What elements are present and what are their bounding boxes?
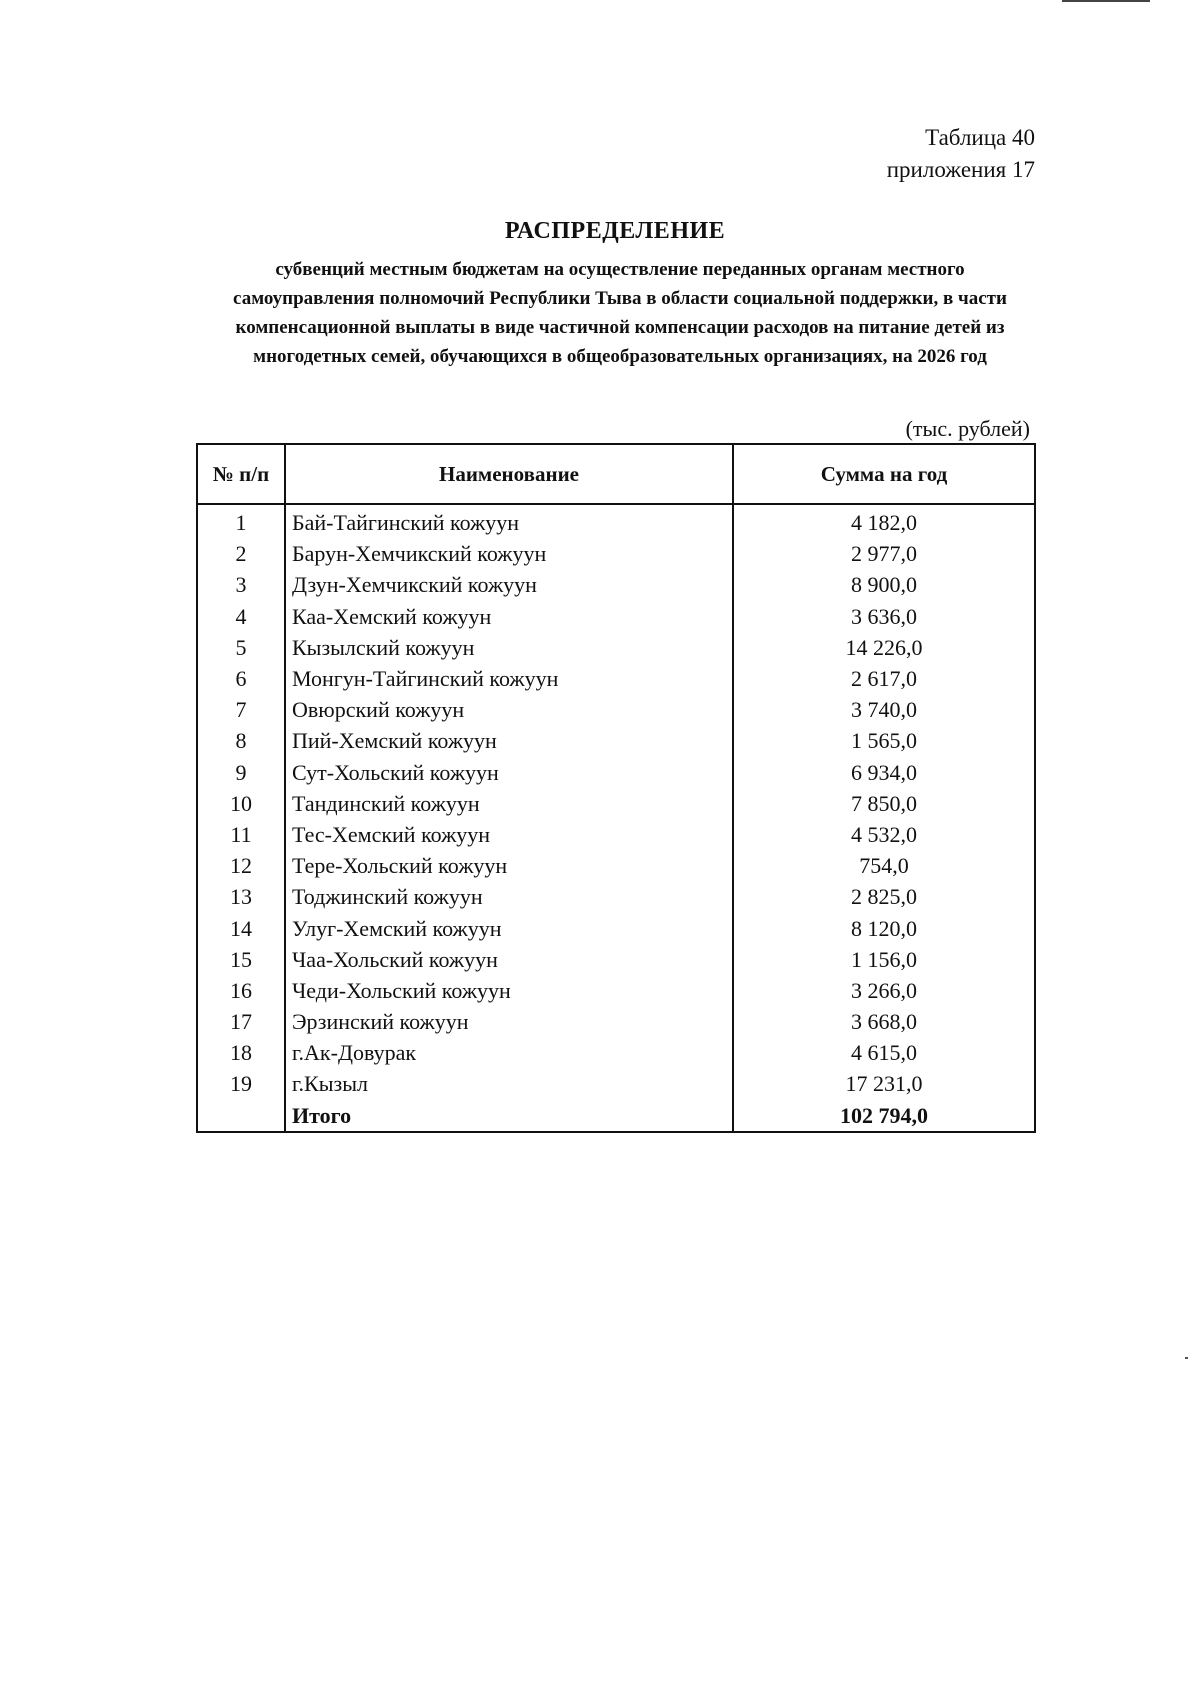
row-sum: 2 825,0 [733, 881, 1035, 912]
header-sum: Сумма на год [733, 444, 1035, 504]
table-row [197, 632, 1035, 663]
row-name: Эрзинский кожуун [285, 1006, 733, 1037]
table-total-row [197, 1100, 1035, 1132]
row-number: 2 [197, 538, 285, 569]
row-sum: 1 156,0 [733, 944, 1035, 975]
row-name: Тес-Хемский кожуун [285, 819, 733, 850]
row-sum: 3 668,0 [733, 1006, 1035, 1037]
row-number: 7 [197, 694, 285, 725]
table-row [197, 912, 1035, 943]
table-number: Таблица 40 [925, 125, 1035, 150]
appendix-number: приложения 17 [886, 157, 1035, 182]
table-row [197, 1006, 1035, 1037]
row-name: Сут-Хольский кожуун [285, 757, 733, 788]
row-number: 12 [197, 850, 285, 881]
table-row [197, 663, 1035, 694]
row-number: 15 [197, 944, 285, 975]
row-sum: 1 565,0 [733, 725, 1035, 756]
row-number: 13 [197, 881, 285, 912]
row-name: Чеди-Хольский кожуун [285, 975, 733, 1006]
row-name: Дзун-Хемчикский кожуун [285, 569, 733, 600]
row-number: 3 [197, 569, 285, 600]
row-sum: 14 226,0 [733, 632, 1035, 663]
row-number: 14 [197, 912, 285, 943]
row-number: 5 [197, 632, 285, 663]
row-name: Барун-Хемчикский кожуун [285, 538, 733, 569]
row-name: Чаа-Хольский кожуун [285, 944, 733, 975]
row-number: 4 [197, 601, 285, 632]
row-number: 6 [197, 663, 285, 694]
row-number: 9 [197, 757, 285, 788]
table-row [197, 975, 1035, 1006]
table-row [197, 694, 1035, 725]
row-name: Тоджинский кожуун [285, 881, 733, 912]
row-sum: 7 850,0 [733, 788, 1035, 819]
table-row [197, 1068, 1035, 1099]
row-sum: 4 615,0 [733, 1037, 1035, 1068]
row-sum: 2 617,0 [733, 663, 1035, 694]
table-row [197, 601, 1035, 632]
scan-edge-mark [1062, 0, 1150, 2]
row-sum: 4 182,0 [733, 504, 1035, 538]
row-name: Пий-Хемский кожуун [285, 725, 733, 756]
row-name: Бай-Тайгинский кожуун [285, 504, 733, 538]
row-name: Тере-Хольский кожуун [285, 850, 733, 881]
document-subtitle: субвенций местным бюджетам на осуществление переданных органам местного самоуправления полномочий Республики Тыва в области социальной поддержки, в части компенсационной выплаты в виде частичной компенсации расходов на питание детей из многодетных семей, обучающихся в общеобразовательных организациях, на 2026 год [233, 259, 1007, 367]
total-sum: 102 794,0 [733, 1100, 1035, 1132]
row-name: Овюрский кожуун [285, 694, 733, 725]
row-number: 19 [197, 1068, 285, 1099]
row-sum: 3 266,0 [733, 975, 1035, 1006]
row-number: 17 [197, 1006, 285, 1037]
total-number [197, 1100, 285, 1132]
row-sum: 8 900,0 [733, 569, 1035, 600]
document-title: РАСПРЕДЕЛЕНИЕ [504, 218, 726, 244]
table-row [197, 850, 1035, 881]
table-row [197, 757, 1035, 788]
row-sum: 17 231,0 [733, 1068, 1035, 1099]
row-number: 10 [197, 788, 285, 819]
row-sum: 3 740,0 [733, 694, 1035, 725]
row-sum: 4 532,0 [733, 819, 1035, 850]
row-number: 18 [197, 1037, 285, 1068]
table-row [197, 819, 1035, 850]
units-label: (тыс. рублей) [905, 416, 1030, 441]
table-header-row [197, 444, 1035, 504]
table-row [197, 569, 1035, 600]
table-row [197, 725, 1035, 756]
row-sum: 3 636,0 [733, 601, 1035, 632]
row-number: 1 [197, 504, 285, 538]
table-row [197, 1037, 1035, 1068]
row-sum: 2 977,0 [733, 538, 1035, 569]
row-sum: 6 934,0 [733, 757, 1035, 788]
row-name: Каа-Хемский кожуун [285, 601, 733, 632]
row-number: 16 [197, 975, 285, 1006]
distribution-table [196, 443, 1036, 1133]
row-name: Монгун-Тайгинский кожуун [285, 663, 733, 694]
table-row [197, 504, 1035, 538]
header-number: № п/п [197, 444, 285, 504]
table-reference [887, 122, 1035, 186]
header-name: Наименование [285, 444, 733, 504]
row-name: Кызылский кожуун [285, 632, 733, 663]
row-sum: 8 120,0 [733, 912, 1035, 943]
scan-speck [1185, 1357, 1188, 1359]
row-name: г.Ак-Довурак [285, 1037, 733, 1068]
table-row [197, 944, 1035, 975]
total-label: Итого [285, 1100, 733, 1132]
row-number: 8 [197, 725, 285, 756]
table-row [197, 788, 1035, 819]
row-name: г.Кызыл [285, 1068, 733, 1099]
row-name: Тандинский кожуун [285, 788, 733, 819]
row-name: Улуг-Хемский кожуун [285, 912, 733, 943]
row-sum: 754,0 [733, 850, 1035, 881]
row-number: 11 [197, 819, 285, 850]
table-row [197, 538, 1035, 569]
table-row [197, 881, 1035, 912]
